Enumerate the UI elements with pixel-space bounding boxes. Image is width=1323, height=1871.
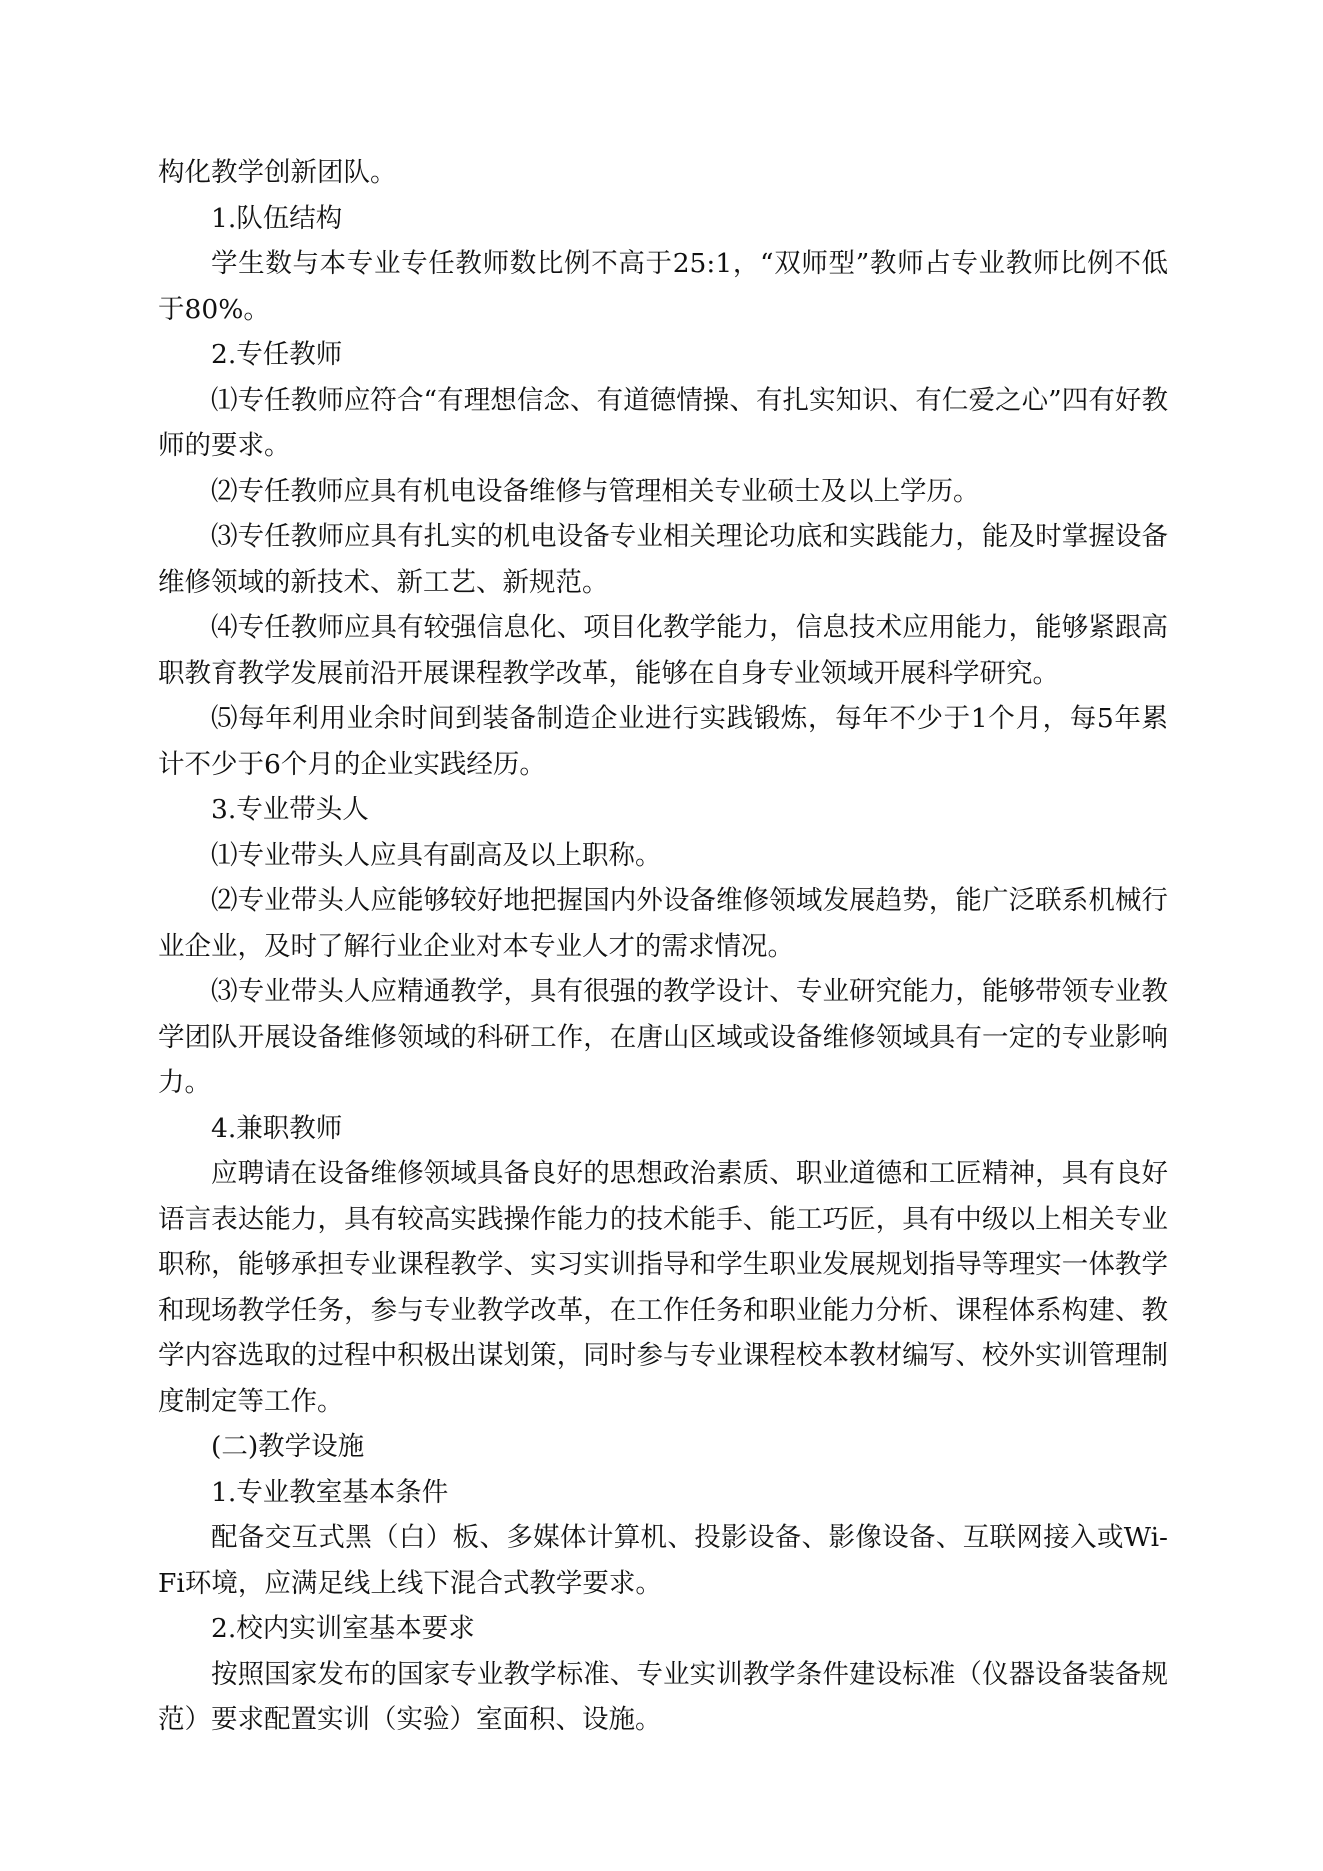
heading-program-leader: 3.专业带头人 [211,794,369,825]
heading-training-room-requirements: 2.校内实训室基本要求 [211,1613,475,1644]
heading-classroom-conditions: 1.专业教室基本条件 [211,1476,449,1508]
paragraph-full-time-teachers-4: ⑷专任教师应具有较强信息化、项目化教学能力，信息技术应用能力，能够紧跟高职教育教学发展前沿开展课程教学改革，能够在自身专业领域开展科学研究。 [158,612,1168,689]
paragraph-full-time-teachers-1: ⑴专任教师应符合“有理想信念、有道德情操、有扎实知识、有仁爱之心”四有好教师的要求。 [158,384,1168,461]
heading-teaching-facilities: (二)教学设施 [211,1431,365,1462]
heading-part-time-teachers: 4.兼职教师 [211,1112,343,1144]
paragraph-continuation: 构化教学创新团队。 [158,157,397,188]
paragraph-training-room-requirements: 按照国家发布的国家专业教学标准、专业实训教学条件建设标准（仪器设备装备规范）要求配置实训（实验）室面积、设施。 [158,1658,1168,1735]
paragraph-program-leader-3: ⑶专业带头人应精通教学，具有很强的教学设计、专业研究能力，能够带领专业教学团队开展设备维修领域的科研工作，在唐山区域或设备维修领域具有一定的专业影响力。 [158,976,1168,1098]
paragraph-team-structure: 学生数与本专业专任教师数比例不高于25:1，“双师型”教师占专业教师比例不低于80%。 [158,248,1168,325]
paragraph-full-time-teachers-3: ⑶专任教师应具有扎实的机电设备专业相关理论功底和实践能力，能及时掌握设备维修领域的新技术、新工艺、新规范。 [158,521,1168,598]
heading-full-time-teachers: 2.专任教师 [211,339,343,370]
paragraph-program-leader-1: ⑴专业带头人应具有副高及以上职称。 [211,839,662,871]
heading-team-structure: 1.队伍结构 [211,202,343,234]
paragraph-full-time-teachers-5: ⑸每年利用业余时间到装备制造企业进行实践锻炼，每年不少于1个月，每5年累计不少于6个月的企业实践经历。 [158,703,1168,780]
document-body [158,150,1168,1743]
paragraph-classroom-conditions: 配备交互式黑（白）板、多媒体计算机、投影设备、影像设备、互联网接入或Wi-Fi环境，应满足线上线下混合式教学要求。 [158,1522,1168,1599]
paragraph-full-time-teachers-2: ⑵专任教师应具有机电设备维修与管理相关专业硕士及以上学历。 [211,475,980,507]
paragraph-part-time-teachers: 应聘请在设备维修领域具备良好的思想政治素质、职业道德和工匠精神，具有良好语言表达能力，具有较高实践操作能力的技术能手、能工巧匠，具有中级以上相关专业职称，能够承担专业课程教学、实习实训指导和学生职业发展规划指导等理实一体教学和现场教学任务，参与专业教学改革，在工作任务和职业能力分析、课程体系构建、教学内容选取的过程中积极出谋划策，同时参与专业课程校本教材编写、校外实训管理制度制定等工作。 [158,1158,1168,1417]
paragraph-program-leader-2: ⑵专业带头人应能够较好地把握国内外设备维修领域发展趋势，能广泛联系机械行业企业，及时了解行业企业对本专业人才的需求情况。 [158,885,1168,962]
